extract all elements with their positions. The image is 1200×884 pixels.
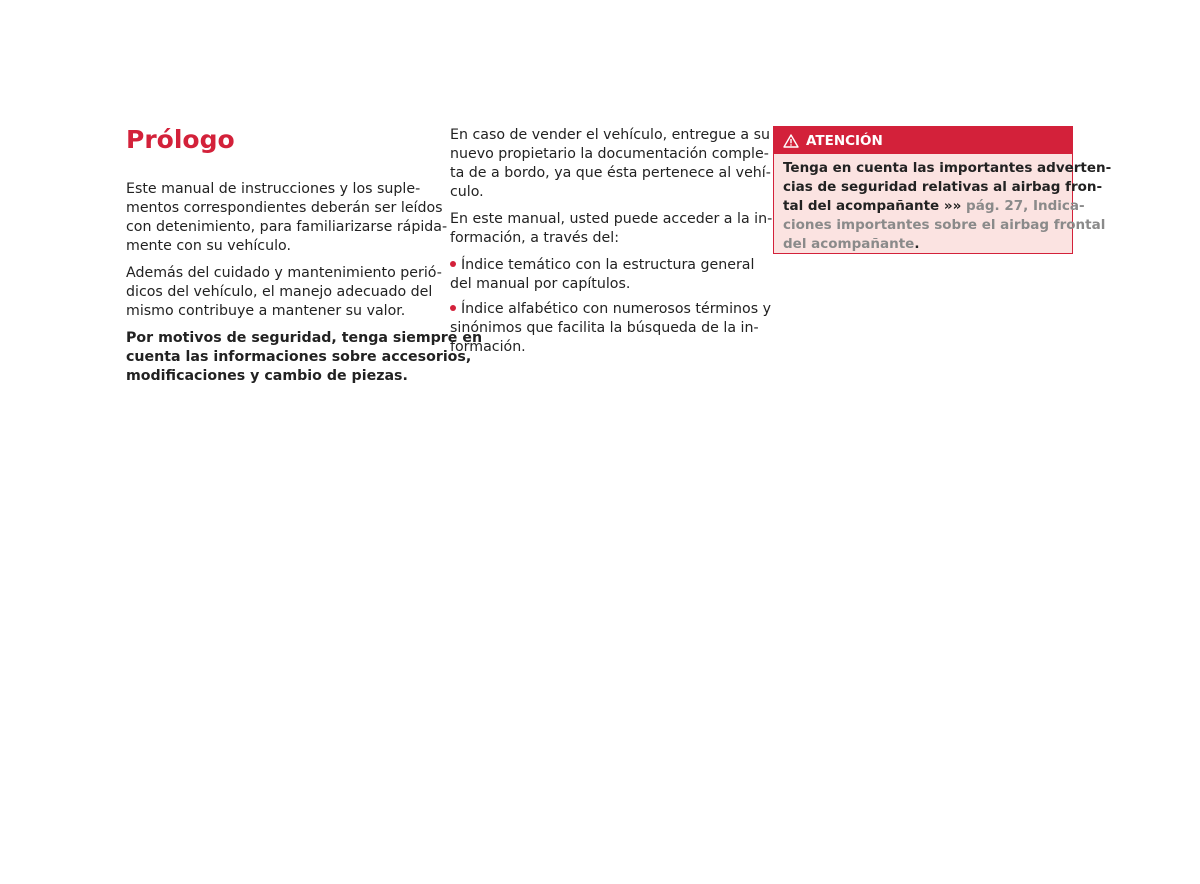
page-reference-link[interactable]: pág. 27, Indica-	[961, 198, 1085, 214]
text-line: del manual por capítulos.	[450, 276, 631, 292]
text-line: Además del cuidado y mantenimiento perió-	[126, 265, 442, 281]
page-reference-link[interactable]: ciones importantes sobre el airbag frontal	[783, 217, 1106, 233]
page-reference-link[interactable]: del acompañante	[783, 236, 915, 252]
text-line: Por motivos de seguridad, tenga siempre en	[126, 330, 483, 346]
text-line: mentos correspondientes deberán ser leídos	[126, 200, 443, 216]
bullet-dot-icon	[450, 261, 456, 267]
text-line: mente con su vehículo.	[126, 238, 291, 254]
text-line: cias de seguridad relativas al airbag fron-	[783, 179, 1103, 195]
text-line: con detenimiento, para familiarizarse rápida-	[126, 219, 448, 235]
list-item	[450, 300, 772, 357]
text-line: cuenta las informaciones sobre accesorios,	[126, 349, 472, 365]
text-line: modificaciones y cambio de piezas.	[126, 368, 408, 384]
cross-reference-arrows: »»	[943, 198, 962, 214]
text-line: nuevo propietario la documentación comple-	[450, 146, 769, 162]
text-line: tal del acompañante	[783, 198, 944, 214]
text-line: sinónimos que facilita la búsqueda de la in-	[450, 320, 759, 336]
page-title: Prólogo	[126, 125, 235, 154]
maintenance-paragraph	[126, 264, 442, 321]
warning-triangle-icon	[783, 134, 799, 148]
text-line: Tenga en cuenta las importantes adverten-	[783, 160, 1112, 176]
text-line: En este manual, usted puede acceder a la in-	[450, 211, 773, 227]
warning-text	[774, 154, 1112, 254]
text-line: Índice temático con la estructura general	[461, 257, 755, 273]
access-paragraph	[450, 210, 773, 248]
text-line: Este manual de instrucciones y los suple-	[126, 181, 421, 197]
warning-header	[774, 127, 1072, 154]
text-line: mismo contribuye a mantener su valor.	[126, 303, 406, 319]
text-line: En caso de vender el vehículo, entregue a su	[450, 127, 771, 143]
text-line: dicos del vehículo, el manejo adecuado del	[126, 284, 433, 300]
warning-box	[773, 126, 1112, 254]
text-line: culo.	[450, 184, 484, 200]
left-column	[126, 124, 483, 394]
middle-column	[450, 126, 773, 363]
intro-paragraph	[126, 180, 448, 256]
resale-paragraph	[450, 126, 771, 202]
list-item	[450, 256, 755, 294]
safety-paragraph	[126, 329, 483, 386]
bullet-dot-icon	[450, 305, 456, 311]
text-line: ta de a bordo, ya que ésta pertenece al vehí-	[450, 165, 771, 181]
warning-label: ATENCIÓN	[806, 132, 883, 149]
text-line: Índice alfabético con numerosos términos y	[461, 301, 772, 317]
text-line: .	[914, 236, 920, 252]
text-line: formación.	[450, 339, 526, 355]
text-line: formación, a través del:	[450, 230, 619, 246]
